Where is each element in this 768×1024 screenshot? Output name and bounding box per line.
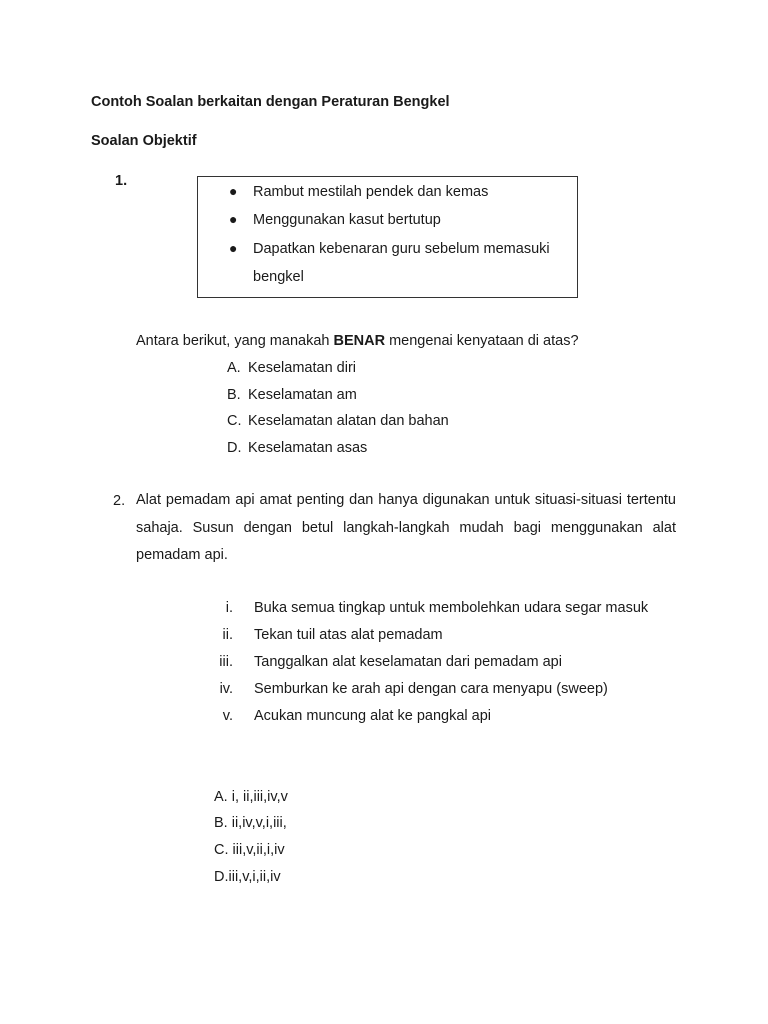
option-letter: C. [227, 413, 242, 429]
section-subtitle: Soalan Objektif [91, 133, 197, 149]
question-1-statement-box [197, 176, 578, 298]
step-numeral: v. [222, 708, 233, 724]
answer-option: B. ii,iv,v,i,iii, [214, 815, 287, 831]
option-item [227, 387, 357, 403]
answer-option: A. i, ii,iii,iv,v [214, 789, 288, 805]
option-letter: B. [227, 387, 241, 403]
document-title: Contoh Soalan berkaitan dengan Peraturan Bengkel [91, 94, 450, 110]
question-1-number: 1. [115, 173, 128, 189]
option-text: Keselamatan alatan dan bahan [248, 413, 449, 429]
step-text: Tanggalkan alat keselamatan dari pemadam api [254, 654, 562, 670]
option-item [227, 440, 368, 456]
statement-text: Rambut mestilah pendek dan kemas [253, 184, 489, 200]
question-1-prompt [136, 333, 579, 349]
step-text: Semburkan ke arah api dengan cara menyapu (sweep) [254, 681, 608, 697]
bullet-icon: ● [229, 240, 238, 256]
step-text: Acukan muncung alat ke pangkal api [254, 708, 491, 724]
question-2-number: 2. [113, 493, 126, 509]
bullet-icon: ● [229, 211, 238, 227]
step-numeral: i. [225, 600, 233, 616]
bullet-icon: ● [229, 183, 238, 199]
answer-option: D.iii,v,i,ii,iv [214, 869, 281, 885]
question-2-text: Alat pemadam api amat penting dan hanya digunakan untuk situasi-situasi tertentu sahaja. Susun dengan betul langkah-langkah mudah bagi menggunakan alat pemadam api. [136, 492, 676, 563]
prompt-text-after: mengenai kenyataan di atas? [385, 333, 579, 349]
step-numeral: iii. [219, 654, 233, 670]
statement-text: Dapatkan kebenaran guru sebelum memasuki bengkel [253, 241, 550, 285]
prompt-emphasis: BENAR [333, 333, 386, 349]
step-text: Tekan tuil atas alat pemadam [254, 627, 443, 643]
option-item [227, 360, 356, 376]
answer-option: C. iii,v,ii,i,iv [214, 842, 285, 858]
option-letter: D. [227, 440, 242, 456]
option-text: Keselamatan am [248, 387, 357, 403]
step-text: Buka semua tingkap untuk membolehkan udara segar masuk [254, 600, 649, 616]
option-letter: A. [227, 360, 241, 376]
option-text: Keselamatan asas [248, 440, 368, 456]
step-numeral: ii. [222, 627, 233, 643]
option-text: Keselamatan diri [248, 360, 356, 376]
prompt-text-before: Antara berikut, yang manakah [136, 333, 334, 349]
statement-text: Menggunakan kasut bertutup [253, 212, 441, 228]
option-item [227, 413, 449, 429]
step-numeral: iv. [219, 681, 233, 697]
